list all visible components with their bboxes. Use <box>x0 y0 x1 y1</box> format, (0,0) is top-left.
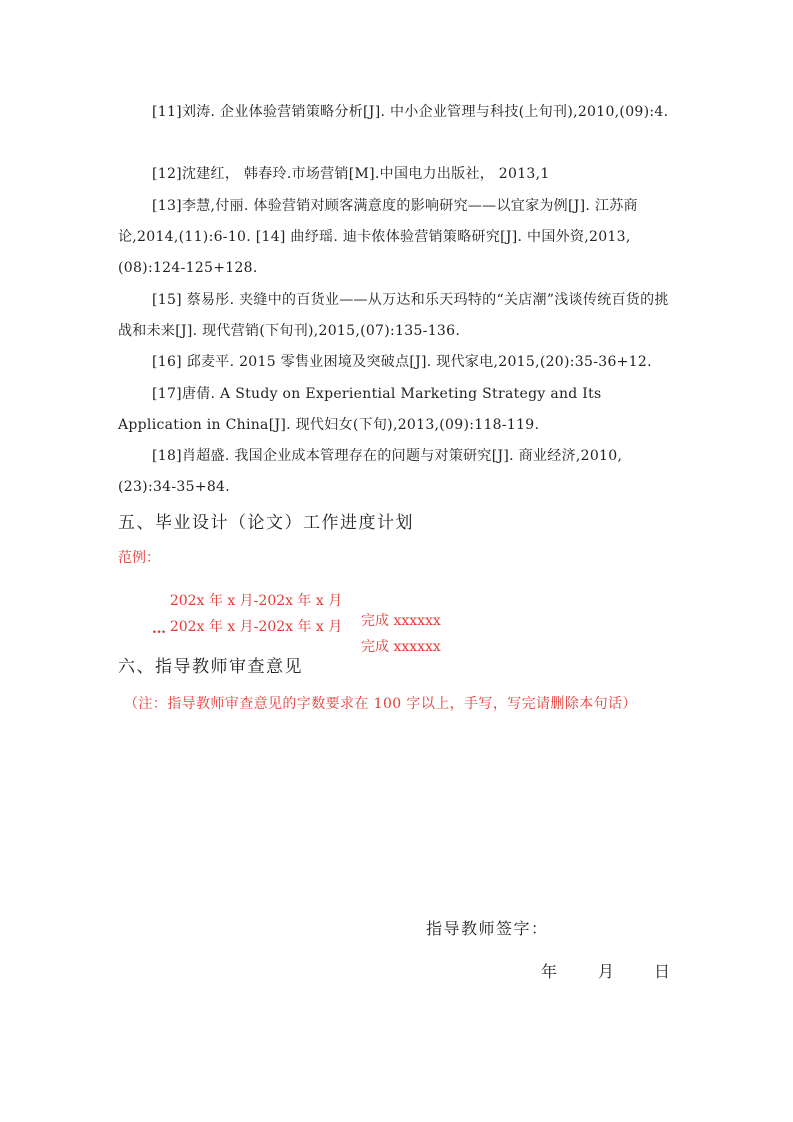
reference-12: [12]沈建红， 韩春玲.市场营销[M].中国电力出版社， 2013,1 <box>152 166 550 182</box>
plan-period: 202x 年 x 月-202x 年 x 月 <box>169 619 343 635</box>
date-month: 月 <box>598 962 615 981</box>
advisor-note: （注：指导教师审查意见的字数要求在 100 字以上，手写，写完请删除本句话） <box>124 696 637 712</box>
plan-period: 202x 年 x 月-202x 年 x 月 <box>169 593 343 609</box>
date-day: 日 <box>654 962 671 981</box>
reference-13-14: [13]李慧,付丽. 体验营销对顾客满意度的影响研究——以宜家为例[J]. 江苏商论,2014,(11):6-10. [14] 曲纾瑶. 迪卡侬体验营销策略研究[J]. 中国外资,2013,(08):124-125+128. <box>118 198 638 276</box>
reference-18: [18]肖超盛. 我国企业成本管理存在的问题与对策研究[J]. 商业经济,2010,(23):34-35+84. <box>118 448 623 495</box>
plan-task: 完成 xxxxxx <box>361 639 441 655</box>
advisor-signature-label: 指导教师签字： <box>426 919 549 938</box>
plan-task: 完成 xxxxxx <box>361 613 441 629</box>
section6-title: 六、指导教师审查意见 <box>118 657 303 677</box>
reference-15: [15] 蔡易彤. 夹缝中的百货业——从万达和乐天玛特的“关店潮”浅谈传统百货的挑战和未来[J]. 现代营销(下旬刊),2015,(07):135-136. <box>118 292 669 339</box>
section5-title: 五、毕业设计（论文）工作进度计划 <box>118 513 414 533</box>
plan-ellipsis: … <box>152 621 166 637</box>
example-label: 范例： <box>118 550 160 566</box>
reference-17: [17]唐倩. A Study on Experiential Marketing Strategy and Its Application in China[J]. 现代妇女(下旬),2013,(09):118-119. <box>118 386 602 433</box>
reference-16: [16] 邱麦平. 2015 零售业困境及突破点[J]. 现代家电,2015,(20):35-36+12. <box>152 354 652 370</box>
reference-11: [11]刘涛. 企业体验营销策略分析[J]. 中小企业管理与科技(上旬刊),2010,(09):4. <box>152 104 669 120</box>
date-year: 年 <box>541 962 558 981</box>
